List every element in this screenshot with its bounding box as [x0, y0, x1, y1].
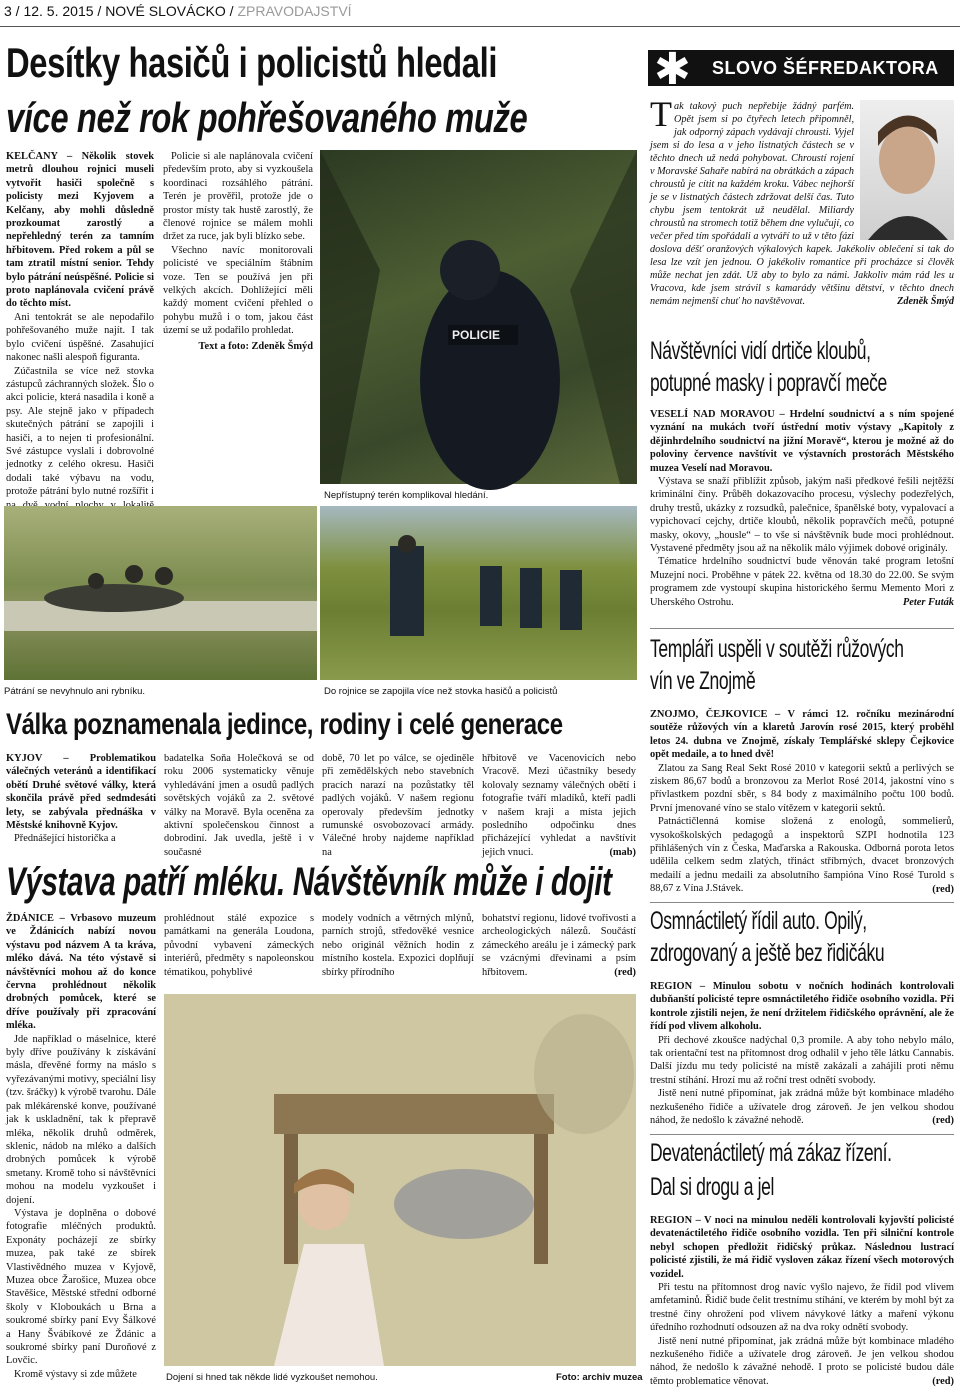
templari-title-line1: Templáři uspěli v soutěži růžových	[650, 635, 904, 663]
valka-signature: (mab)	[609, 847, 636, 859]
main-article-col1	[6, 150, 154, 498]
main-lead: KELČANY – Několik stovek metrů dlouhou rojnici museli vytvořit hasiči společně s policisty mezi Kyjovem a Kelčany, aby mohli důsledně prozkoumat zarostlý a nepřehledný terén za tamním hřbitovem. Před rokem a půl se tam ztratil místní senior. Tehdy bylo pátrání neúspěšné. Policie si proto naplánovala cvičení právě do těchto míst.	[6, 151, 154, 310]
editor-photo-spacer	[854, 100, 954, 242]
mleko-lead: ŽDÁNICE – Vrbasovo muzeum ve Ždánicích nabízí novou výstavu pod názvem A ta kráva, mléko dává. Na této výstavě si návštěvníci mohou až do konce června prohlédnout několik drobných pomůcek, které se dříve používaly při zpracování mléka.	[6, 913, 156, 1032]
main-title-line1: Desítky hasičů i policistů hledali	[6, 39, 498, 86]
mleko-col1	[6, 912, 156, 1382]
mleko-col2-text: prohlédnout stálé expozice s památkami na generála Loudona, původní vybavení zámeckých interiérů, předměty s napoleonskou tématikou, pohyblivé	[164, 913, 314, 978]
valka-col4-text: hřbitově ve Vacenovicích nebo Vracově. Mezi účastníky besedy kolovaly seznamy válečných obětí i fotografie tváří mladíků, kteří padli v našem kraji a místa jejich posledního odpočinku dnes přicházející vyhledat a navštívit jejich vnuci.	[482, 753, 636, 858]
police-label: POLICIE	[452, 328, 501, 342]
photo-milking	[164, 994, 636, 1366]
templari-lead: ZNOJMO, ČEJKOVICE – V rámci 12. ročníku mezinárodní soutěže růžových vín a klaretů Jarovín rosé 2015, který proběhl letos 24. dubna ve Znojmě, získaly Templářské sklepy Čejkovice opět medaile, a to hned dvě!	[650, 709, 954, 761]
police-officer-illustration	[320, 150, 637, 484]
mleko-col3-text: modely vodních a větrných mlýnů, parních strojů, středověké vesnice nebo originál věžních hodin z místního kostela. Expozici doplňují sbírky přírodního	[322, 913, 474, 978]
caption-rojnice: Do rojnice se zapojila více než stovka hasičů a policistů	[324, 686, 558, 697]
photo-police-search	[320, 150, 637, 484]
valka-col3-text: době, 70 let po válce, se ojediněle při zemědělských nebo stavebních pracích narazí na pozůstatky těl padlých vojáků. V našem regionu operovaly především jednotky rumunské osvobozovací armády. Válečné hroby najdeme například na	[322, 753, 474, 858]
rule-osm	[650, 902, 954, 903]
mleko-signature: (red)	[614, 967, 636, 979]
osm-paragraph-1: Při dechové zkoušce nadýchal 0,3 promile. A aby toho nebylo málo, tak orientační test na přítomnost drog odhalil v jeho těle látku Cannabis. Další jízdu mu tedy policisté na místě zakázali a zahájili proti němu trestní stíhání. Hrozí mu až roční trest odnětí svobody.	[650, 1034, 954, 1086]
rule-devat	[650, 1134, 954, 1135]
navst-signature: Peter Futák	[902, 597, 954, 609]
header-rule	[0, 26, 960, 27]
navst-lead: VESELÍ NAD MORAVOU – Hrdelní soudnictví a s ním spojené vyznání na mukách tvoří ústřední motiv výstavy „Kapitoly z dějinhrdelního soudnictví na jižní Moravě“, kterou je možné až do poloviny července navštívit ve výstavních prostorách Městského muzea Veselí nad Moravou.	[650, 409, 954, 474]
osm-signature: (red)	[932, 1115, 954, 1127]
main-credit: Text a foto: Zdeněk Šmýd	[198, 340, 313, 352]
templari-article	[650, 708, 954, 900]
main-paragraph-2a: Zúčastnila se více než stovka zástupců záchranných složek. Šlo o akci policie, která nasadila i koně a psy. Ale stejně jako v případech skutečných pátrání se zapojili i hasiči, a to nejen ti profesionální. Své zástupce vyslali i dobrovolné jednotky z celého okresu. Hasiči dodali také výbavu na vodu, protože pátrání bylo nutné rozšířit i	[6, 365, 154, 498]
devat-title-line2: Dal si drogu a jel	[650, 1173, 775, 1201]
main-paragraph-1: Ani tentokrát se ale nepodařilo pohřešovaného muže najít. I tak bylo cvičení úspěšné. Zasahující nakonec našli alespoň figuranta.	[6, 311, 154, 364]
devat-paragraph-2: Jistě není nutné připomínat, jak zrádná může být kombinace mladého nezkušeného řidiče a užívatele drog zároveň. Je jen velkou shodou náhod, že nedošlo k závažné nehodě. I proto se policisté budou dále těmto problematice věnovat.	[650, 1335, 954, 1387]
valka-lead: KYJOV – Problematikou válečných veteránů a identifikací obětí Druhé světové války, která skončila právě před sedmdesáti lety, se zabývala přednáška v Městské knihovně Kyjov.	[6, 753, 156, 832]
mleko-paragraph-3: Kromě výstavy si zde můžete	[14, 1368, 137, 1380]
osm-lead: REGION – Minulou sobotu v nočních hodinách kontrolovali dubňanští policisté tepre osmnáctiletého řidiče osobního vozidla. Při kontrole zjistili nejen, že není držitelem řidičského oprávnění, ale že řídí pod vlivem alkoholu.	[650, 981, 954, 1033]
navst-article	[650, 408, 954, 618]
navst-title-line1: Návštěvníci vidí drtiče kloubů,	[650, 337, 871, 365]
navst-paragraph-1: Výstava se snaží přiblížit způsob, jakým naši předkové řešili nejtěžší kriminální činy. Průběh dokazovacího procesu, výslechy podezřelých, druhy trestů, ukázky z rozsudků, palečnice, španělské boty, vypalovací a vypichovací cejchy, drtiče kloubů, několik popravčích mečů, potupné masky, okovy, „housle“ – to vše si návštěvník bude moci prohlédnout. Vystavené předměty jsou až na několik málo výjimek dobové originály.	[650, 476, 954, 555]
osm-paragraph-2: Jistě není nutné připomínat, jak zrádná může být kombinace mladého nezkušeného řidiče a užívatele drog zároveň. Je jen velkou shodou náhod, že nedošlo k závažné nehodě.	[650, 1088, 954, 1127]
milking-illustration	[164, 994, 636, 1366]
templari-paragraph-1: Zlatou za Sang Real Sekt Rosé 2010 v kategorii sektů a perlivých se ziskem 86,67 bodů a bronzovou za Merlot Rosé 2014, jakostní víno s přívlastkem pozdní sběr, s 84 body z maximálního počtu 100 bodů. První jmenované víno se stalo vítězem v kategorii sektů.	[650, 762, 954, 814]
mleko-paragraph-2: Výstava je doplněna o dobové fotografie mléčných produktů. Exponáty pocházejí ze sbírky muzea, pak také ze sbírek Vlastivědného muzea v Kyjově, Muzea obce Žarošice, Muzea obce Stavěšice, Městské střední odborné školy v Kloboukách u Brna a soukromé sbírky paní Evy Šálkové a Hany Švábíkové ze Ždánic a soukromé sbírky paní Duroňové z Lovčic.	[6, 1207, 156, 1367]
photo-credit: Foto: archiv muzea	[556, 1372, 643, 1383]
caption-milking: Dojení si hned tak někde lidé vyzkoušet nemohou.	[166, 1372, 378, 1383]
valka-col1-tail: Přednášející historička a	[14, 833, 116, 845]
mleko-col3	[322, 912, 474, 992]
osm-article	[650, 980, 954, 1130]
main-paragraph-3: Policie si ale naplánovala cvičení především proto, aby si vyzkoušela koordinaci rozsáhlého pátrání. Terén je prověřil, protože jde o prostor místy tak hustě zarostlý, že členové rojnice se málem mohli držet za ruce, jak byli blízko sebe.	[163, 151, 313, 243]
paper-label: NOVÉ SLOVÁCKO /	[105, 3, 234, 19]
mleko-col4-text: bohatství regionu, lidové tvořivosti a archeologických nálezů. Součástí zámeckého areálu je i zámecký park se vzácnými dřevinami a psím hřbitovem.	[482, 913, 636, 978]
mleko-paragraph-1: Jde například o máselnice, které byly dříve používány k získávání másla, dřevěné formy na máslo s vyřezávanými motivy, speciální lisy (tzv. šráčky) k výrobě tvarohu. Dále pak mlékárenské konve, používané jak k uskladnění, tak k přepravě mléka, několik druhů odměrek, sklenic, nádob na mléko a dalších drobných pomůcek k výrobě smetany. Kromě toho si návštěvníci mohou na modelu vyzkoušet i dojení.	[6, 1033, 156, 1206]
devat-lead: REGION – V noci na minulou neděli kontrolovali kyjovští policisté devatenáctiletého řidiče osobního vozidla. Ten při silniční kontrole nebyl schopen předložit řidičský průkaz. Následnou lustrací policisté zjistili, že má řidič vysloven zákaz řízení všech motorových vozidel.	[650, 1215, 954, 1280]
osm-title-line1: Osmnáctiletý řídil auto. Opilý,	[650, 907, 867, 935]
main-article-col2	[163, 150, 313, 480]
valka-col1	[6, 752, 156, 862]
asterisk-icon: ✱	[654, 44, 691, 95]
photo-firefighters-line	[320, 506, 637, 680]
templari-paragraph-2: Patnáctičlenná komise složená z enologů, sommelierů, vysokoškolských pedagogů a inspektorů SZPI hodnotila 123 přihlášených vín z Česka, Maďarska a Rakouska. Odborná porota letos udělila celkem sedm zlatých, třináct stříbrných, dvacet bronzových medailí a jednu medaili za absolutního šampióna Víno Rosé Turold s 88,67 z Vína J.Stávek.	[650, 816, 954, 895]
rule-templari	[650, 628, 954, 629]
osm-title-line2: zdrogovaný a ještě bez řidičáku	[650, 939, 885, 967]
mleko-col2	[164, 912, 314, 992]
caption-terrain: Nepřístupný terén komplikoval hledání.	[324, 490, 489, 501]
mleko-col4	[482, 912, 636, 992]
page-header	[4, 3, 352, 19]
devat-title-line1: Devatenáctiletý má zákaz řízení.	[650, 1139, 892, 1167]
navst-title-line2: potupné masky i popravčí meče	[650, 369, 887, 397]
main-title-line2: více než rok pohřešovaného muže	[6, 94, 528, 141]
devat-article	[650, 1214, 954, 1388]
valka-col2	[164, 752, 314, 862]
templari-signature: (red)	[932, 883, 954, 895]
section-label: ZPRAVODAJSTVÍ	[237, 3, 352, 19]
main-paragraph-4: Všechno navíc monitorovali policisté ve speciálním štábním voze. Ten se používá jen při velkých akcích. Dohlížející měli každý moment cvičení přehled o pohybu mužů i o tom, jakou část území se už podařilo prohledat.	[163, 244, 313, 337]
valka-col2-text: badatelka Soňa Holečková se od roku 2006 systematicky věnuje vyhledávání jmen a osudů padlých sovětských vojáků za 2. světové války na Moravě. Byla oceněna za aktivní společenskou činnost a dobrodiní. Jak uvedla, ještě i v současné	[164, 753, 314, 858]
mleko-title: Výstava patří mléku. Návštěvník může i dojit	[6, 860, 612, 904]
valka-col4	[482, 752, 636, 862]
editor-banner	[648, 44, 954, 95]
issue-label: 3 / 12. 5. 2015 /	[4, 3, 102, 19]
firefighters-illustration	[320, 506, 637, 680]
caption-pond: Pátrání se nevyhnulo ani rybníku.	[4, 686, 146, 697]
navst-paragraph-2: Tématice hrdelního soudnictví bude věnován také program letošní Muzejní noci. Proběhne v pátek 22. května od 18.30 do 22.00. Se svým programem zde vystoupí skupina historického šermu Memento Mori z Uherského Ostrohu.	[650, 556, 954, 608]
templari-title-line2: vín ve Znojmě	[650, 667, 756, 695]
devat-signature: (red)	[932, 1376, 954, 1388]
valka-col3	[322, 752, 474, 862]
editor-column	[650, 94, 954, 320]
editor-signature: Zdeněk Šmýd	[897, 296, 954, 307]
editor-text: ak takový puch nepřebije žádný parfém. Opět jsem si po čtyřech letech připomněl, jak odporný zápach vydávají chrousti. Vyjel jsem si do lesa a v jeho listnatých částech se v těchto dnech už nedá pohybovat. Chroustí rojení v Moravské Sahaře nabírá na obrátkách a zápach chroustů je cítit na každém kroku. Vábec nejhorší je se v listnatých částech zdržovat delší čas. Tuto chybu jsem tentokrát už neudělal. Miliardy chroustů na stromech totiž během dne vylučují, co večer před tím spořádali a vytváří to už v těto fázi doslova déšť oranžových výkalových kapek. Jakékoliv oblečení si tak do lesa lze vzít jen jednou. O jakékoliv romantice při procházce si člověk může nechat jen zdát. Už aby to bylo za námi. Jakkoliv mám rád les u Vracova, kde jsem strávil s kamarády většinu dětství, v těchto dnech nemám nejmenší chuť ho navštěvovat.	[650, 101, 954, 307]
editor-banner-title: SLOVO ŠÉFREDAKTORA	[712, 58, 939, 78]
valka-title: Válka poznamenala jedince, rodiny i celé generace	[6, 708, 563, 741]
photo-pond-boat	[4, 506, 317, 680]
boat-illustration	[4, 506, 317, 680]
devat-paragraph-1: Při testu na přítomnost drog navíc vyšlo najevo, že řídil pod vlivem amfetaminů. Řidič bude čelit trestnímu stíhání, ve kterém by mohl být za trestné činy ohrožení pod vlivem návykové látky a maření výkonu úředního rozhodnutí odsouzen až na dva roky odnětí svobody.	[650, 1282, 954, 1334]
editor-dropcap: T	[650, 94, 672, 134]
